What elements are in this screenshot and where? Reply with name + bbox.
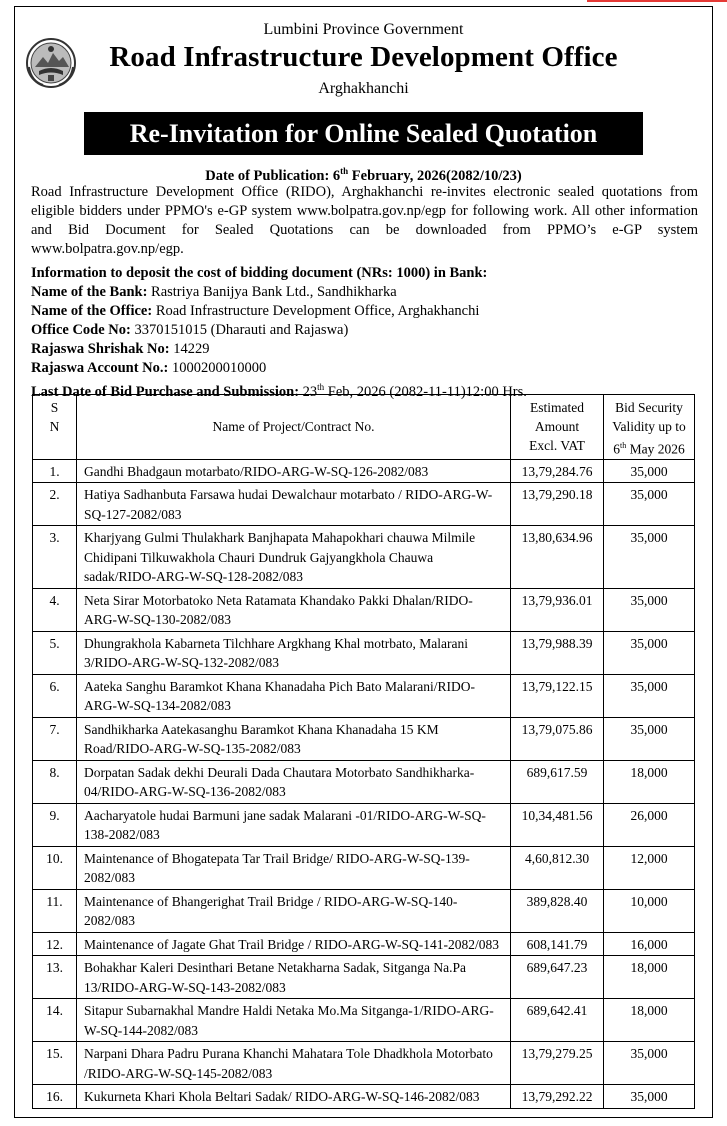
office-line: Name of the Office: Road Infrastructure Development Office, Arghakhanchi <box>31 303 480 319</box>
row-amount: 10,34,481.56 <box>511 803 604 846</box>
row-security: 35,000 <box>604 717 695 760</box>
table-row <box>33 889 695 932</box>
table-row <box>33 459 695 483</box>
row-name: Dhungrakhola Kabarneta Tilchhare Argkhang Khal motrbato, Malarani 3/RIDO-ARG-W-SQ-132-2082/083 <box>77 631 511 674</box>
district-name: Arghakhanchi <box>318 80 409 97</box>
publication-day: 6 <box>332 167 341 184</box>
table-row <box>33 803 695 846</box>
row-amount: 13,80,634.96 <box>511 526 604 589</box>
row-sn: 13. <box>33 956 77 999</box>
table-row <box>33 631 695 674</box>
row-sn: 2. <box>33 483 77 526</box>
row-sn: 7. <box>33 717 77 760</box>
row-security: 35,000 <box>604 674 695 717</box>
row-sn: 10. <box>33 846 77 889</box>
row-security: 18,000 <box>604 999 695 1042</box>
row-sn: 16. <box>33 1085 77 1109</box>
row-amount: 13,79,279.25 <box>511 1042 604 1085</box>
table-row <box>33 588 695 631</box>
header-bid-security: Bid Security Validity up to 6th May 2026 <box>604 395 695 460</box>
row-security: 35,000 <box>604 588 695 631</box>
row-name: Kukurneta Khari Khola Beltari Sadak/ RIDO-ARG-W-SQ-146-2082/083 <box>77 1085 511 1109</box>
table-row <box>33 1042 695 1085</box>
row-sn: 11. <box>33 889 77 932</box>
row-amount: 13,79,290.18 <box>511 483 604 526</box>
row-security: 35,000 <box>604 1085 695 1109</box>
publication-day-suffix: th <box>340 166 349 176</box>
row-security: 35,000 <box>604 483 695 526</box>
deposit-heading: Information to deposit the cost of bidding document (NRs: 1000) in Bank: <box>31 265 488 281</box>
intro-paragraph: Road Infrastructure Development Office (RIDO), Arghakhanchi re-invites electronic sealed quotations from eligible bidders under PPMO's e-GP system www.bolpatra.gov.np/egp for following work. All other information and Bid Document for Sealed Quotations can be downloaded from PPMO’s e-GP system www.bolpatra.gov.np/egp. <box>31 184 698 257</box>
office-code-line: Office Code No: 3370151015 (Dharauti and Rajaswa) <box>31 322 349 338</box>
row-sn: 12. <box>33 932 77 956</box>
row-sn: 8. <box>33 760 77 803</box>
table-row <box>33 760 695 803</box>
publication-date-rest: February, 2026(2082/10/23) <box>351 167 522 184</box>
government-name: Lumbini Province Government <box>263 21 464 38</box>
row-name: Aacharyatole hudai Barmuni jane sadak Malarani -01/RIDO-ARG-W-SQ-138-2082/083 <box>77 803 511 846</box>
contracts-table <box>32 394 695 1109</box>
row-sn: 6. <box>33 674 77 717</box>
row-amount: 689,647.23 <box>511 956 604 999</box>
table-row <box>33 674 695 717</box>
row-name: Bohakhar Kaleri Desinthari Betane Netakharna Sadak, Sitganga Na.Pa 13/RIDO-ARG-W-SQ-143-2082/083 <box>77 956 511 999</box>
table-row <box>33 956 695 999</box>
row-sn: 1. <box>33 459 77 483</box>
row-name: Maintenance of Jagate Ghat Trail Bridge / RIDO-ARG-W-SQ-141-2082/083 <box>77 932 511 956</box>
table-row <box>33 717 695 760</box>
row-name: Neta Sirar Motorbatoko Neta Ratamata Khandako Pakki Dhalan/RIDO-ARG-W-SQ-130-2082/083 <box>77 588 511 631</box>
row-sn: 3. <box>33 526 77 589</box>
publication-date <box>15 166 712 185</box>
row-sn: 14. <box>33 999 77 1042</box>
row-amount: 689,617.59 <box>511 760 604 803</box>
row-amount: 13,79,936.01 <box>511 588 604 631</box>
row-amount: 13,79,292.22 <box>511 1085 604 1109</box>
row-security: 26,000 <box>604 803 695 846</box>
row-name: Maintenance of Bhangerighat Trail Bridge / RIDO-ARG-W-SQ-140-2082/083 <box>77 889 511 932</box>
row-name: Dorpatan Sadak dekhi Deurali Dada Chautara Motorbato Sandhikharka-04/RIDO-ARG-W-SQ-136-2082/083 <box>77 760 511 803</box>
table-row <box>33 1085 695 1109</box>
row-security: 18,000 <box>604 956 695 999</box>
table-row <box>33 999 695 1042</box>
row-name: Kharjyang Gulmi Thulakhark Banjhapata Mahapokhari chauwa Milmile Chidipani Tilkuwakhola Chauri Dundruk Gajyangkhola Chauwa sadak/RIDO-ARG-W-SQ-128-2082/083 <box>77 526 511 589</box>
row-amount: 389,828.40 <box>511 889 604 932</box>
table-header-row <box>33 395 695 460</box>
row-security: 35,000 <box>604 631 695 674</box>
shrishak-line: Rajaswa Shrishak No: 14229 <box>31 341 210 357</box>
bank-line: Name of the Bank: Rastriya Banijya Bank Ltd., Sandhikharka <box>31 284 397 300</box>
table-row <box>33 483 695 526</box>
letterhead <box>15 7 712 107</box>
row-amount: 13,79,988.39 <box>511 631 604 674</box>
row-name: Maintenance of Bhogatepata Tar Trail Bridge/ RIDO-ARG-W-SQ-139-2082/083 <box>77 846 511 889</box>
header-sn: S N <box>33 395 77 460</box>
row-security: 35,000 <box>604 1042 695 1085</box>
row-amount: 689,642.41 <box>511 999 604 1042</box>
row-name: Aateka Sanghu Baramkot Khana Khanadaha Pich Bato Malarani/RIDO-ARG-W-SQ-134-2082/083 <box>77 674 511 717</box>
row-name: Hatiya Sadhanbuta Farsawa hudai Dewalchaur motarbato / RIDO-ARG-W-SQ-127-2082/083 <box>77 483 511 526</box>
row-sn: 9. <box>33 803 77 846</box>
notice-title-banner: Re-Invitation for Online Sealed Quotation <box>84 112 643 155</box>
header-name: Name of Project/Contract No. <box>77 395 511 460</box>
row-sn: 5. <box>33 631 77 674</box>
row-amount: 13,79,122.15 <box>511 674 604 717</box>
row-name: Sandhikharka Aatekasanghu Baramkot Khana Khanadaha 15 KM Road/RIDO-ARG-W-SQ-135-2082/083 <box>77 717 511 760</box>
header-amount: Estimated Amount Excl. VAT <box>511 395 604 460</box>
top-accent-line <box>587 0 727 2</box>
publication-label: Date of Publication: <box>205 167 330 184</box>
row-sn: 15. <box>33 1042 77 1085</box>
row-security: 35,000 <box>604 459 695 483</box>
last-date-line: Last Date of Bid Purchase and Submission: 23th Feb, 2026 (2082-11-11)12:00 Hrs. <box>31 382 527 400</box>
table-row <box>33 932 695 956</box>
row-security: 12,000 <box>604 846 695 889</box>
row-amount: 608,141.79 <box>511 932 604 956</box>
office-name: Road Infrastructure Development Office <box>109 41 618 73</box>
row-amount: 13,79,284.76 <box>511 459 604 483</box>
row-security: 18,000 <box>604 760 695 803</box>
deposit-info <box>31 264 702 402</box>
row-security: 16,000 <box>604 932 695 956</box>
row-security: 35,000 <box>604 526 695 589</box>
row-name: Sitapur Subarnakhal Mandre Haldi Netaka Mo.Ma Sitganga-1/RIDO-ARG-W-SQ-144-2082/083 <box>77 999 511 1042</box>
notice-page <box>14 6 713 1118</box>
row-name: Narpani Dhara Padru Purana Khanchi Mahatara Tole Dhadkhola Motorbato /RIDO-ARG-W-SQ-145-2082/083 <box>77 1042 511 1085</box>
row-amount: 13,79,075.86 <box>511 717 604 760</box>
row-security: 10,000 <box>604 889 695 932</box>
row-sn: 4. <box>33 588 77 631</box>
row-name: Gandhi Bhadgaun motarbato/RIDO-ARG-W-SQ-126-2082/083 <box>77 459 511 483</box>
row-amount: 4,60,812.30 <box>511 846 604 889</box>
account-line: Rajaswa Account No.: 1000200010000 <box>31 360 267 376</box>
table-row <box>33 846 695 889</box>
table-row <box>33 526 695 589</box>
